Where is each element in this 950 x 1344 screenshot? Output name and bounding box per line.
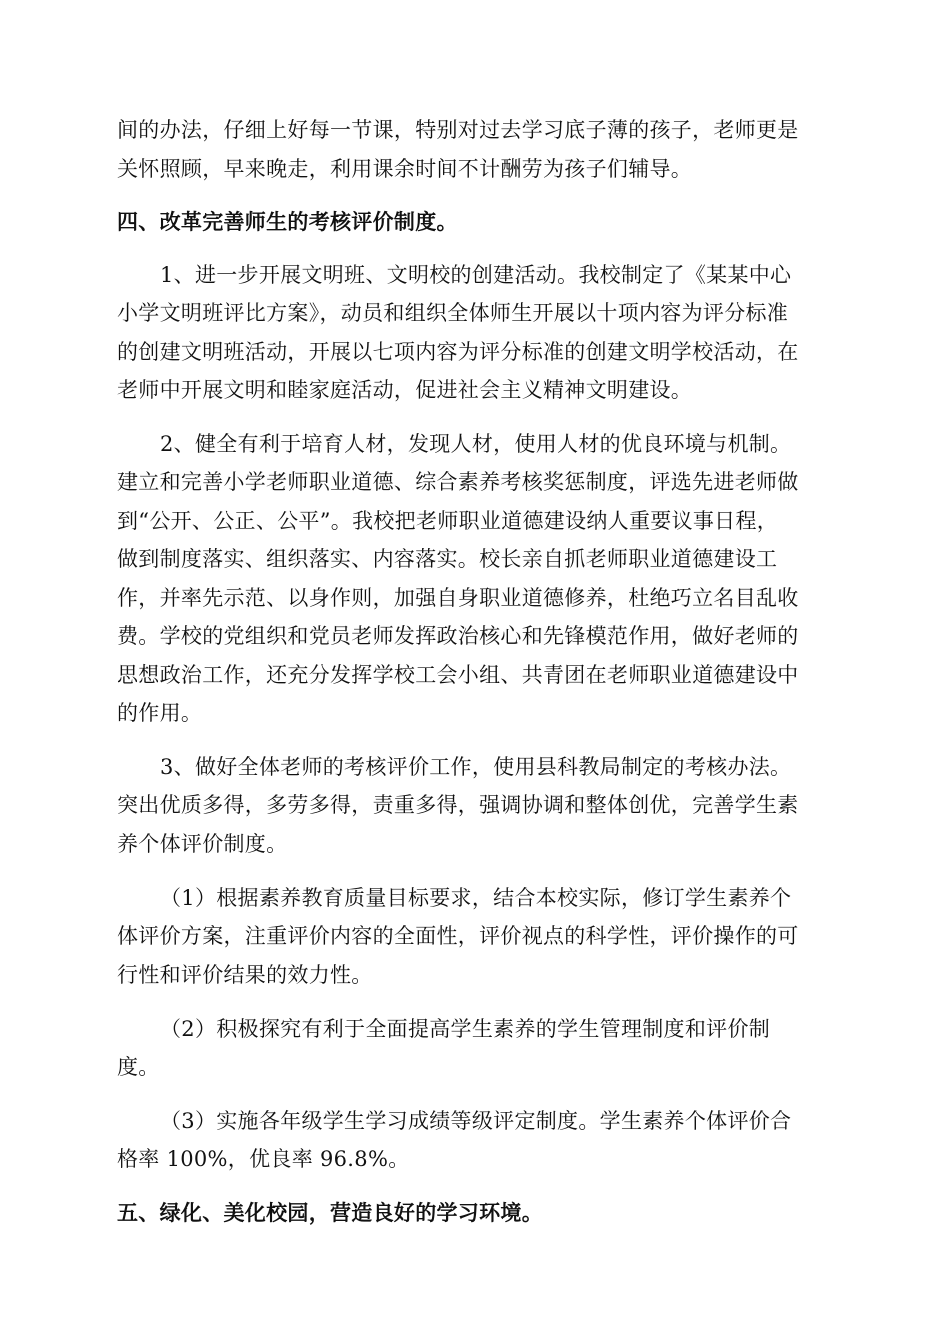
paragraph-line: 老师中开展文明和睦家庭活动，促进社会主义精神文明建设。 (117, 378, 693, 402)
paragraph-line: 的作用。 (117, 701, 203, 725)
paragraph-line: 费。学校的党组织和党员老师发挥政治核心和先锋模范作用，做好老师的 (117, 624, 799, 648)
section-heading: 四、改革完善师生的考核评价制度。 (117, 210, 458, 234)
paragraph-line: 关怀照顾，早来晚走，利用课余时间不计酬劳为孩子们辅导。 (117, 157, 693, 181)
paragraph-line: （2）积极探究有利于全面提高学生素养的学生管理制度和评价制 (160, 1017, 771, 1041)
paragraph-line: 养个体评价制度。 (117, 832, 288, 856)
paragraph-line: 到“公开、公正、公平”。我校把老师职业道德建设纳人重要议事日程， (117, 509, 779, 533)
paragraph-line: （1）根据素养教育质量目标要求，结合本校实际，修订学生素养个 (160, 886, 792, 910)
paragraph-line: 行性和评价结果的效力性。 (117, 963, 373, 987)
paragraph-line: 突出优质多得，多劳多得，责重多得，强调协调和整体创优，完善学生素 (117, 793, 799, 817)
paragraph-line: 度。 (117, 1055, 160, 1079)
paragraph-line: 2、健全有利于培育人材，发现人材，使用人材的优良环境与机制。 (160, 432, 792, 456)
section-heading: 五、绿化、美化校园，营造良好的学习环境。 (117, 1201, 543, 1225)
paragraph-line: 作，并率先示范、以身作则，加强自身职业道德修养，杜绝巧立名目乱收 (117, 586, 799, 610)
paragraph-line: （3）实施各年级学生学习成绩等级评定制度。学生素养个体评价合 (160, 1109, 792, 1133)
paragraph-line: 3、做好全体老师的考核评价工作，使用县科教局制定的考核办法。 (160, 755, 792, 779)
paragraph-line: 做到制度落实、组织落实、内容落实。校长亲自抓老师职业道德建设工 (117, 547, 778, 571)
paragraph-line: 1、进一步开展文明班、文明校的创建活动。我校制定了《某某中心 (160, 263, 792, 287)
paragraph-line: 体评价方案，注重评价内容的全面性，评价视点的科学性，评价操作的可 (117, 924, 799, 948)
paragraph-line: 格率 100%，优良率 96.8%。 (117, 1147, 410, 1171)
paragraph-line: 间的办法，仔细上好每一节课，特别对过去学习底子薄的孩子，老师更是 (117, 118, 799, 142)
paragraph-line: 的创建文明班活动，开展以七项内容为评分标准的创建文明学校活动，在 (117, 340, 799, 364)
paragraph-line: 建立和完善小学老师职业道德、综合素养考核奖惩制度，评选先进老师做 (117, 470, 799, 494)
paragraph-line: 思想政治工作，还充分发挥学校工会小组、共青团在老师职业道德建设中 (117, 663, 799, 687)
paragraph-line: 小学文明班评比方案》，动员和组织全体师生开展以十项内容为评分标准 (117, 301, 789, 325)
